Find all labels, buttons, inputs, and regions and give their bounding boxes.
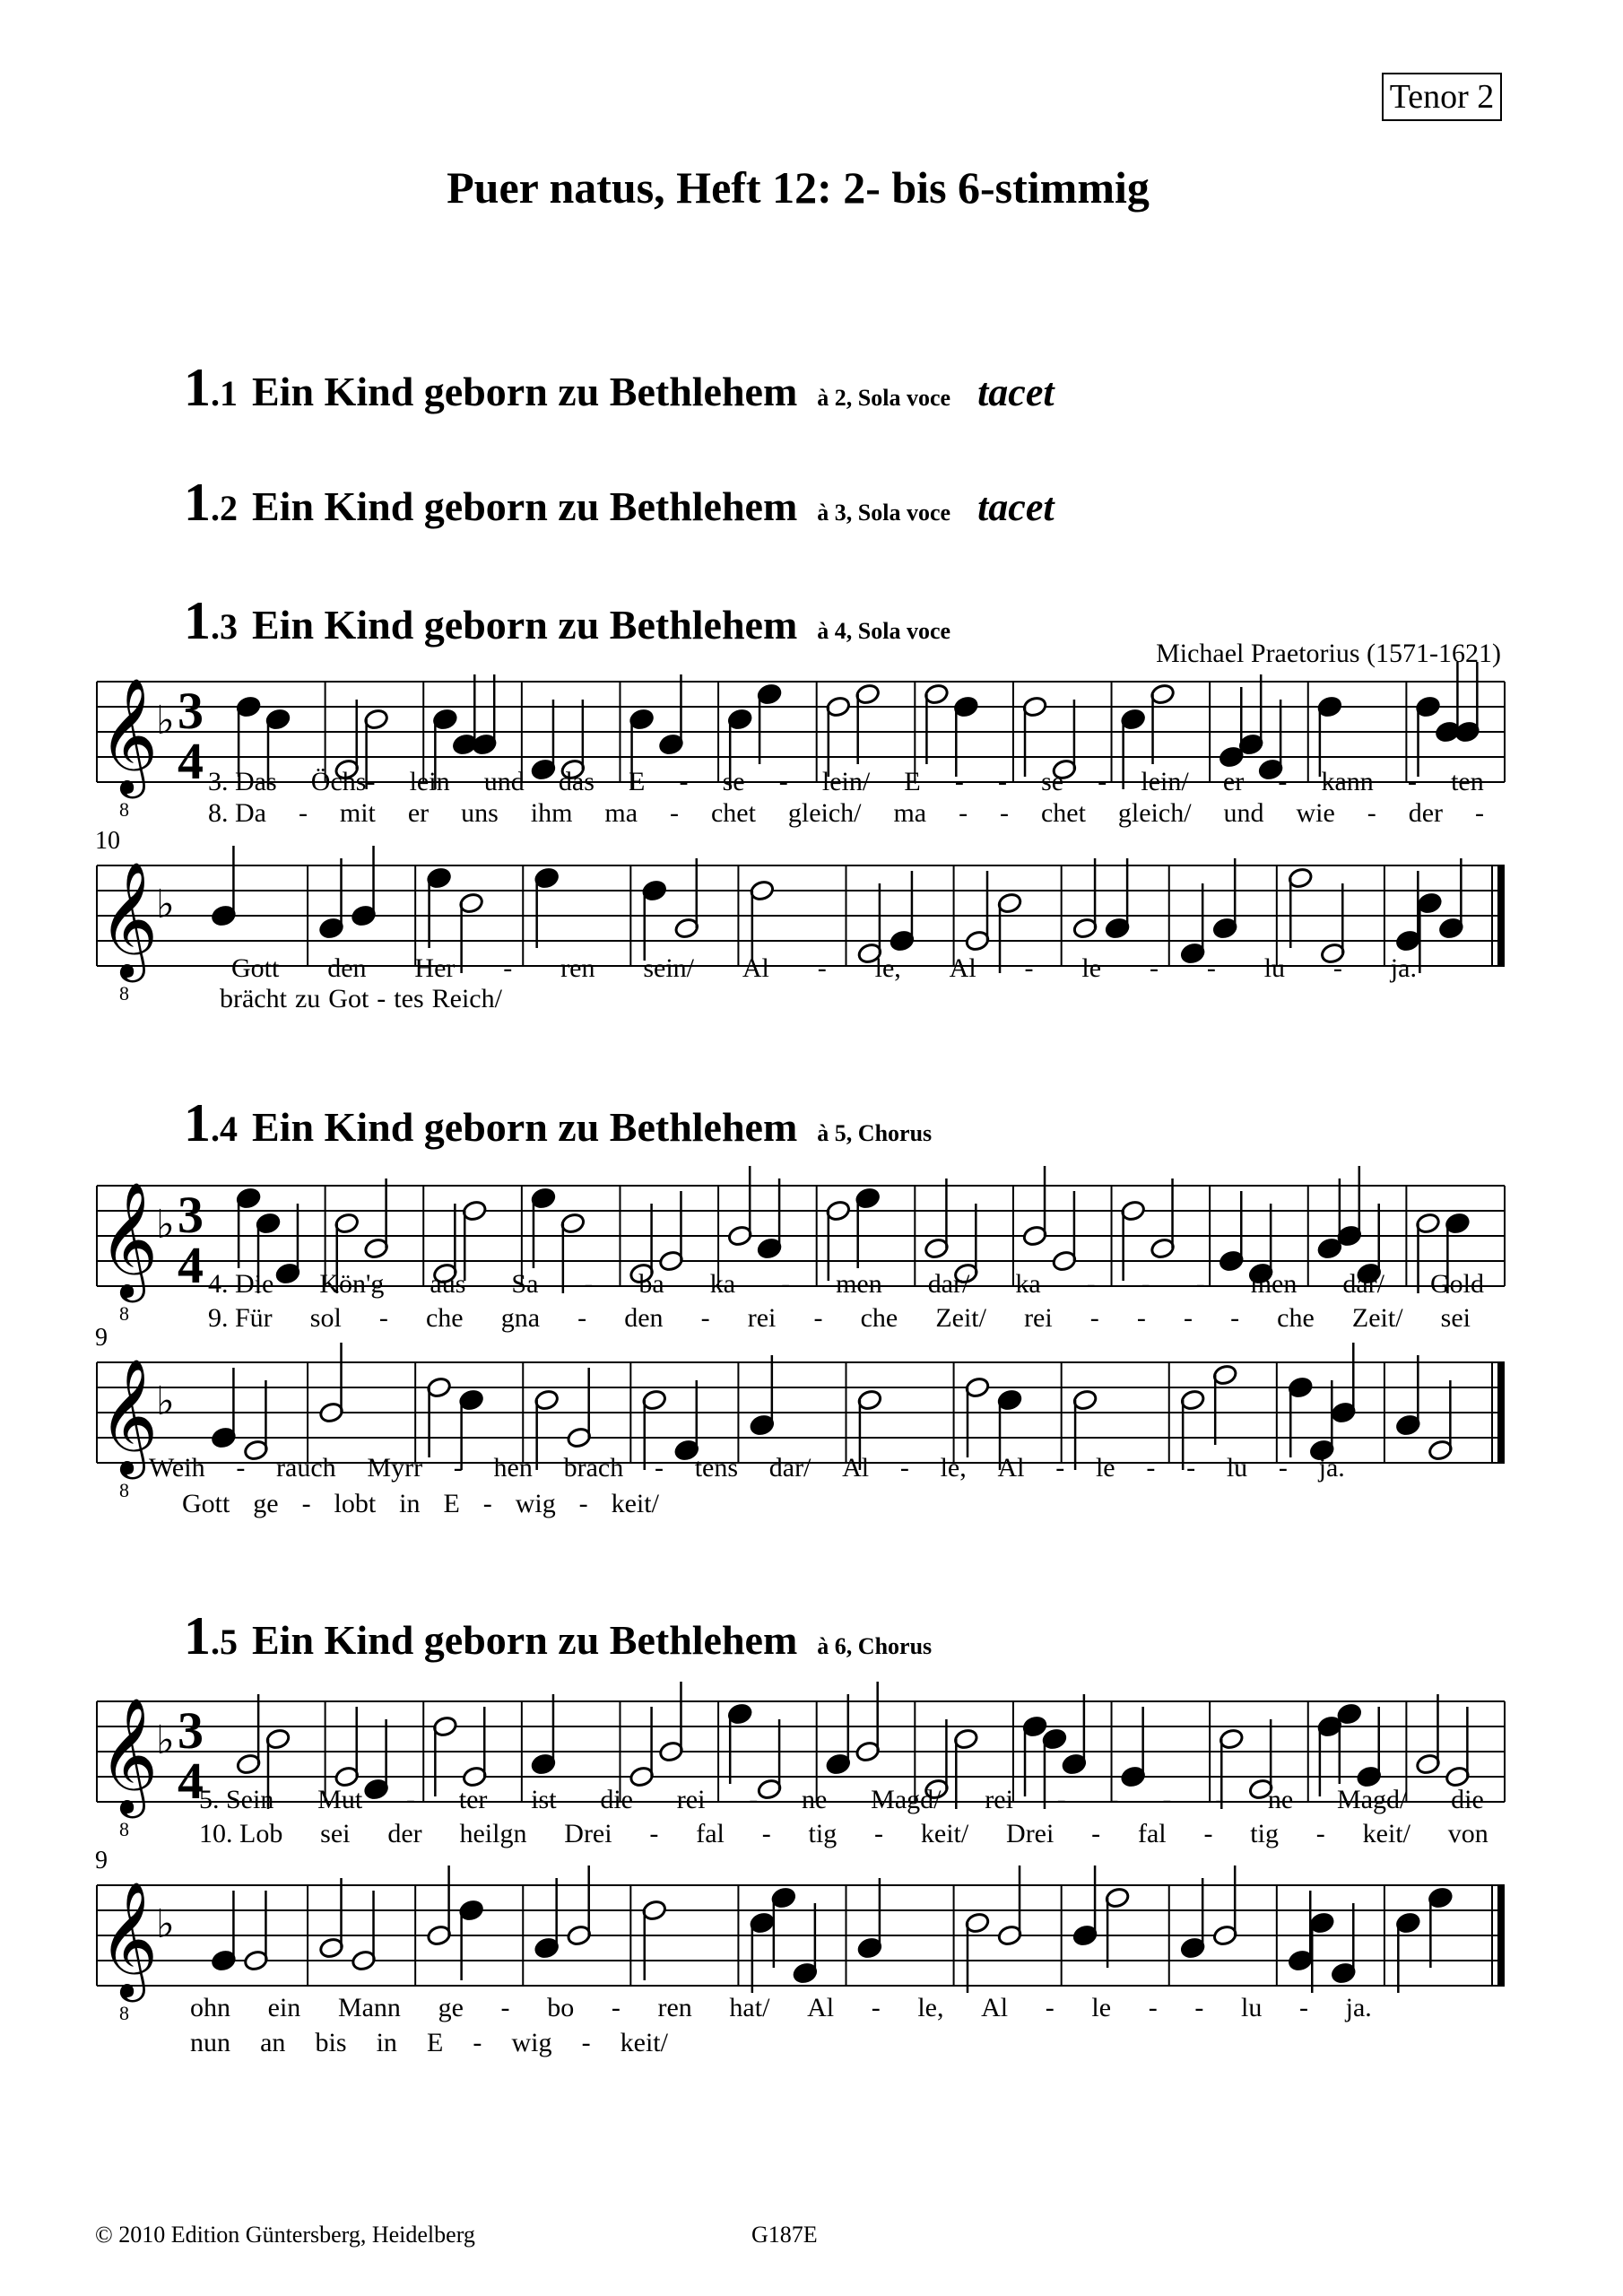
octave-mark: 8 <box>119 2002 129 2024</box>
lyric-syllable: Al <box>981 1993 1009 2022</box>
lyric-syllable: - <box>817 953 827 983</box>
section-title: Ein Kind geborn zu Bethlehem <box>252 483 798 529</box>
lyric-syllable: ne <box>802 1785 828 1814</box>
lyric-syllable: den <box>624 1303 664 1333</box>
lyric-syllable: ter <box>458 1785 488 1814</box>
lyrics-line <box>208 798 1484 829</box>
lyric-syllable: - <box>1367 798 1376 828</box>
lyric-syllable: brach <box>563 1453 624 1483</box>
lyric-syllable: lein <box>409 767 450 796</box>
lyric-syllable: - <box>874 1819 884 1848</box>
lyric-syllable: tig <box>808 1819 838 1848</box>
tacet-mark: tacet <box>977 370 1055 414</box>
lyrics-line <box>190 2028 668 2058</box>
lyric-syllable: - <box>1162 1785 1172 1814</box>
lyric-syllable: Gott <box>231 953 280 983</box>
lyric-syllable: Gott <box>182 1489 230 1518</box>
section-meta: à 2, Sola voce <box>817 385 951 411</box>
section-heading-1-3 <box>184 590 950 652</box>
lyric-syllable: - <box>405 1785 415 1814</box>
lyric-syllable: - <box>577 1303 587 1333</box>
lyric-syllable: Al <box>742 953 769 983</box>
lyric-syllable: er <box>407 798 430 828</box>
flat-key-icon: ♭ <box>156 1718 175 1762</box>
lyric-syllable: er <box>1222 767 1245 796</box>
treble-clef-icon: 𝄞 <box>99 677 159 794</box>
lyric-syllable: tig <box>1250 1819 1279 1848</box>
lyric-syllable: che <box>425 1303 464 1333</box>
section-number: 1 <box>184 1093 211 1152</box>
time-signature <box>178 682 204 790</box>
lyric-syllable: - <box>301 1489 311 1518</box>
part-label: Tenor 2 <box>1382 73 1502 121</box>
lyric-syllable: gna <box>500 1303 541 1333</box>
lyric-syllable: - <box>670 798 679 828</box>
lyric-syllable: wig <box>515 1489 556 1518</box>
section-meta: à 4, Sola voce <box>817 618 951 644</box>
lyric-syllable: tes <box>394 984 424 1013</box>
lyric-syllable: - <box>578 1489 588 1518</box>
section-meta: à 3, Sola voce <box>817 500 951 526</box>
lyric-syllable: le <box>1081 953 1102 983</box>
octave-mark: 8 <box>119 1818 129 1840</box>
lyric-syllable: dar/ <box>1342 1269 1384 1299</box>
lyric-syllable: - <box>1109 1785 1119 1814</box>
lyric-syllable: - <box>1045 1993 1055 2022</box>
lyric-syllable: ren <box>560 953 595 983</box>
lyric-syllable: 3. Das <box>208 767 277 796</box>
lyric-syllable: chet <box>1040 798 1086 828</box>
section-title: Ein Kind geborn zu Bethlehem <box>252 1617 798 1663</box>
lyric-syllable: che <box>860 1303 898 1333</box>
lyric-syllable: le, <box>940 1453 967 1483</box>
lyric-syllable: sein/ <box>643 953 695 983</box>
lyric-syllable: Öchs- <box>310 767 376 796</box>
lyric-syllable: Mann <box>337 1993 401 2022</box>
lyric-syllable: Gold <box>1429 1269 1484 1299</box>
lyric-syllable: lein/ <box>1141 767 1189 796</box>
svg-text:4: 4 <box>178 732 204 790</box>
lyric-syllable: die <box>1451 1785 1484 1814</box>
lyric-syllable: - <box>1332 953 1342 983</box>
lyric-syllable: der <box>387 1819 422 1848</box>
lyrics-line <box>182 1489 659 1519</box>
section-number: 1 <box>184 591 211 650</box>
lyrics-line <box>208 767 1484 797</box>
lyric-syllable: E <box>904 767 921 796</box>
lyric-syllable: ohn <box>190 1993 230 2022</box>
lyric-syllable: - <box>1278 1453 1288 1483</box>
lyric-syllable: - <box>482 1489 492 1518</box>
lyric-syllable: hen <box>493 1453 533 1483</box>
lyric-syllable: ne <box>1267 1785 1294 1814</box>
lyric-syllable: - <box>581 2028 591 2057</box>
lyric-syllable: - <box>1098 767 1107 796</box>
lyric-syllable: - <box>899 1453 909 1483</box>
section-number: 1 <box>184 358 211 417</box>
lyric-syllable: chet <box>710 798 756 828</box>
lyric-syllable: - <box>1278 767 1288 796</box>
lyric-syllable: ten <box>1451 767 1484 796</box>
lyric-syllable: dar/ <box>768 1453 812 1483</box>
treble-clef-icon: 𝄞 <box>99 1358 159 1474</box>
lyric-syllable: - <box>959 798 968 828</box>
flat-key-icon: ♭ <box>156 699 175 743</box>
lyric-syllable: men <box>1250 1269 1298 1299</box>
lyric-syllable: - <box>871 1993 881 2022</box>
treble-clef-icon: 𝄞 <box>99 1697 159 1813</box>
lyric-syllable: in <box>399 1489 421 1518</box>
lyric-syllable: - <box>1148 1993 1158 2022</box>
lyric-syllable: - <box>649 1819 659 1848</box>
lyric-syllable: le, <box>917 1993 944 2022</box>
lyric-syllable: in <box>376 2028 397 2057</box>
svg-text:3: 3 <box>178 1701 204 1760</box>
lyric-syllable: le <box>1095 1453 1115 1483</box>
lyrics-line <box>199 1819 1488 1849</box>
lyric-syllable: die <box>600 1785 633 1814</box>
lyric-syllable: E <box>427 2028 444 2057</box>
lyric-syllable: - <box>453 1453 463 1483</box>
lyric-syllable: Drei <box>564 1819 612 1848</box>
flat-key-icon: ♭ <box>156 1379 175 1423</box>
lyric-syllable: hat/ <box>729 1993 770 2022</box>
lyric-syllable: E <box>443 1489 460 1518</box>
lyric-syllable: Al <box>807 1993 835 2022</box>
section-subnumber: .2 <box>211 488 238 528</box>
svg-text:4: 4 <box>178 1236 204 1294</box>
lyric-syllable: - <box>1215 1785 1225 1814</box>
lyric-syllable: bis <box>315 2028 347 2057</box>
lyric-syllable: E <box>629 767 646 796</box>
lyric-syllable: Her <box>414 953 456 983</box>
lyric-syllable: sol <box>309 1303 342 1333</box>
lyrics-line <box>149 1453 1345 1483</box>
lyric-syllable: - <box>954 767 964 796</box>
lyric-syllable: ge <box>438 1993 464 2022</box>
lyric-syllable: an <box>260 2028 286 2057</box>
section-subnumber: .5 <box>211 1622 238 1662</box>
lyrics-line <box>220 984 502 1014</box>
lyric-syllable: Al <box>997 1453 1025 1483</box>
lyric-syllable: Drei <box>1006 1819 1055 1848</box>
lyric-syllable: - <box>1298 1993 1308 2022</box>
lyric-syllable: sei <box>320 1819 351 1848</box>
lyric-syllable: fal <box>696 1819 725 1848</box>
lyric-syllable: keit/ <box>611 1489 659 1518</box>
lyric-syllable: brächt <box>220 984 287 1013</box>
time-signature <box>178 1186 204 1294</box>
lyric-syllable: - <box>503 953 513 983</box>
lyric-syllable: ge <box>253 1489 279 1518</box>
section-title: Ein Kind geborn zu Bethlehem <box>252 1104 798 1150</box>
lyric-syllable: - <box>584 1269 594 1299</box>
lyric-syllable: Magd/ <box>871 1785 942 1814</box>
lyric-syllable: lu <box>1241 1993 1263 2022</box>
lyric-syllable: - <box>813 1303 823 1333</box>
lyric-syllable: lein/ <box>821 767 871 796</box>
lyric-syllable: lu <box>1226 1453 1248 1483</box>
lyric-syllable: - <box>1000 798 1010 828</box>
lyric-syllable: - <box>1146 1453 1156 1483</box>
lyric-syllable: 9. Für <box>208 1303 273 1333</box>
lyric-syllable: Got <box>328 984 369 1013</box>
lyric-syllable: nun <box>190 2028 230 2057</box>
lyric-syllable: ren <box>657 1993 692 2022</box>
section-subnumber: .4 <box>211 1109 238 1149</box>
lyric-syllable: - <box>1203 1819 1213 1848</box>
lyric-syllable: heilgn <box>459 1819 527 1848</box>
lyric-syllable: uns <box>461 798 499 828</box>
lyric-syllable: ja. <box>1390 953 1417 983</box>
lyric-syllable: - <box>679 767 689 796</box>
lyric-syllable: ma <box>893 798 927 828</box>
section-subnumber: .3 <box>211 606 238 647</box>
lyric-syllable: ka <box>1015 1269 1041 1299</box>
lyric-syllable: ma <box>604 798 638 828</box>
lyric-syllable: - <box>997 767 1007 796</box>
lyric-syllable: Zeit/ <box>1351 1303 1403 1333</box>
lyric-syllable: - <box>1056 1785 1066 1814</box>
lyric-syllable: aus <box>430 1269 466 1299</box>
lyric-syllable: - <box>1136 1303 1146 1333</box>
svg-text:4: 4 <box>178 1752 204 1810</box>
lyric-syllable: Magd/ <box>1337 1785 1408 1814</box>
lyric-syllable: 10. Lob <box>199 1819 283 1848</box>
octave-mark: 8 <box>119 1479 129 1501</box>
tacet-mark: tacet <box>977 485 1055 529</box>
lyric-syllable: dar/ <box>927 1269 970 1299</box>
lyric-syllable: - <box>1230 1303 1240 1333</box>
lyric-syllable: - <box>1141 1269 1150 1299</box>
lyric-syllable: - <box>654 1453 664 1483</box>
lyric-syllable: zu <box>294 984 321 1013</box>
lyric-syllable: - <box>749 1785 759 1814</box>
lyric-syllable: ba <box>638 1269 664 1299</box>
lyric-syllable: - <box>1206 953 1216 983</box>
lyric-syllable: rei <box>985 1785 1013 1814</box>
lyric-syllable: Sa <box>511 1269 539 1299</box>
lyric-syllable: ihm <box>530 798 573 828</box>
lyric-syllable: ist <box>531 1785 557 1814</box>
octave-mark: 8 <box>119 798 129 821</box>
lyric-syllable: - <box>298 798 308 828</box>
lyrics-line <box>190 1993 1372 2023</box>
edition-code: G187E <box>751 2222 818 2248</box>
lyric-syllable: keit/ <box>1362 1819 1410 1848</box>
lyric-syllable: wig <box>511 2028 552 2057</box>
measure-number: 10 <box>95 827 120 855</box>
lyric-syllable: Myrr <box>367 1453 423 1483</box>
lyric-syllable: Al <box>949 953 976 983</box>
lyric-syllable: - <box>1194 1993 1204 2022</box>
section-title: Ein Kind geborn zu Bethlehem <box>252 602 798 648</box>
section-heading-1-1 <box>184 357 1055 419</box>
lyric-syllable: keit/ <box>620 2028 668 2057</box>
lyric-syllable: - <box>1086 1269 1096 1299</box>
flat-key-icon: ♭ <box>156 1203 175 1247</box>
lyric-syllable: Weih <box>149 1453 205 1483</box>
lyric-syllable: - <box>700 1303 710 1333</box>
section-number: 1 <box>184 1606 211 1665</box>
composer-credit: Michael Praetorius (1571-1621) <box>1156 639 1501 668</box>
lyric-syllable: der <box>1408 798 1443 828</box>
treble-clef-icon: 𝄞 <box>99 861 159 978</box>
lyric-syllable: che <box>1277 1303 1315 1333</box>
lyric-syllable: den <box>327 953 367 983</box>
flat-key-icon: ♭ <box>156 883 175 926</box>
lyrics-line <box>208 1269 1484 1300</box>
lyric-syllable: - <box>500 1993 510 2022</box>
lyric-syllable: - <box>781 1269 791 1299</box>
lyric-syllable: von <box>1447 1819 1488 1848</box>
copyright-notice: © 2010 Edition Güntersberg, Heidelberg <box>95 2222 475 2248</box>
flat-key-icon: ♭ <box>156 1902 175 1946</box>
lyric-syllable: - <box>1091 1819 1101 1848</box>
page-title: Puer natus, Heft 12: 2- bis 6-stimmig <box>447 162 1150 213</box>
lyric-syllable: - <box>1315 1819 1325 1848</box>
lyric-syllable: - <box>1183 1303 1193 1333</box>
lyric-syllable: le, <box>874 953 901 983</box>
lyric-syllable: kann <box>1321 767 1374 796</box>
section-heading-1-2 <box>184 472 1055 534</box>
lyric-syllable: rauch <box>276 1453 336 1483</box>
octave-mark: 8 <box>119 982 129 1004</box>
lyric-syllable: Mut <box>317 1785 363 1814</box>
lyric-syllable: Reich/ <box>431 984 502 1013</box>
lyric-syllable: rei <box>676 1785 706 1814</box>
lyric-syllable: Al <box>842 1453 870 1483</box>
lyric-syllable: rei <box>1024 1303 1053 1333</box>
lyric-syllable: - <box>473 2028 482 2057</box>
lyric-syllable: - <box>1089 1303 1099 1333</box>
lyric-syllable: - <box>1149 953 1159 983</box>
lyric-syllable: gleich/ <box>787 798 862 828</box>
lyric-syllable: se <box>1041 767 1064 796</box>
lyric-syllable: keit/ <box>920 1819 969 1848</box>
lyric-syllable: - <box>1407 767 1417 796</box>
lyric-syllable: - <box>1474 798 1484 828</box>
section-number: 1 <box>184 473 211 532</box>
lyric-syllable: tens <box>694 1453 739 1483</box>
lyric-syllable: - <box>778 767 788 796</box>
lyric-syllable: - <box>377 984 386 1013</box>
lyric-syllable: gleich/ <box>1117 798 1192 828</box>
lyric-syllable: ja. <box>1318 1453 1345 1483</box>
section-meta: à 5, Chorus <box>817 1120 933 1146</box>
measure-number: 9 <box>95 1324 108 1352</box>
staff-s5-sys2 <box>0 1849 1623 2024</box>
lyric-syllable: le <box>1091 1993 1112 2022</box>
lyric-syllable: - <box>236 1453 246 1483</box>
section-meta: à 6, Chorus <box>817 1633 933 1659</box>
lyric-syllable: 8. Da <box>208 798 266 828</box>
lyric-syllable: das <box>558 767 595 796</box>
lyric-syllable: fal <box>1138 1819 1167 1848</box>
lyric-syllable: bo <box>547 1993 575 2022</box>
section-heading-1-5 <box>184 1605 932 1667</box>
lyric-syllable: Kön'g <box>319 1269 385 1299</box>
lyric-syllable: ein <box>267 1993 301 2022</box>
lyric-syllable: - <box>1195 1269 1205 1299</box>
lyric-syllable: ja. <box>1345 1993 1372 2022</box>
lyric-syllable: - <box>611 1993 621 2022</box>
lyric-syllable: - <box>1186 1453 1196 1483</box>
lyric-syllable: Zeit/ <box>935 1303 986 1333</box>
lyric-syllable: sei <box>1440 1303 1471 1333</box>
lyric-syllable: - <box>1024 953 1034 983</box>
lyric-syllable: lu <box>1263 953 1286 983</box>
lyric-syllable: 4. Die <box>208 1269 274 1299</box>
lyric-syllable: 5. Sein <box>199 1785 274 1814</box>
lyric-syllable: - <box>378 1303 388 1333</box>
lyric-syllable: rei <box>747 1303 777 1333</box>
octave-mark: 8 <box>119 1302 129 1325</box>
section-subnumber: .1 <box>211 373 238 413</box>
svg-text:3: 3 <box>178 1186 204 1244</box>
lyric-syllable: mit <box>339 798 376 828</box>
lyrics-line <box>199 1785 1484 1815</box>
measure-number: 9 <box>95 1847 108 1874</box>
lyric-syllable: men <box>836 1269 882 1299</box>
lyric-syllable: und <box>1223 798 1264 828</box>
svg-text:3: 3 <box>178 682 204 740</box>
lyric-syllable: und <box>483 767 525 796</box>
lyric-syllable: wie <box>1296 798 1335 828</box>
lyric-syllable: - <box>761 1819 771 1848</box>
treble-clef-icon: 𝄞 <box>99 1881 159 1997</box>
section-heading-1-4 <box>184 1092 932 1154</box>
lyric-syllable: se <box>722 767 745 796</box>
lyric-syllable: ka <box>709 1269 736 1299</box>
lyric-syllable: lobt <box>334 1489 377 1518</box>
section-title: Ein Kind geborn zu Bethlehem <box>252 369 798 414</box>
lyrics-line <box>231 953 1417 984</box>
lyric-syllable: - <box>1055 1453 1065 1483</box>
treble-clef-icon: 𝄞 <box>99 1181 159 1298</box>
